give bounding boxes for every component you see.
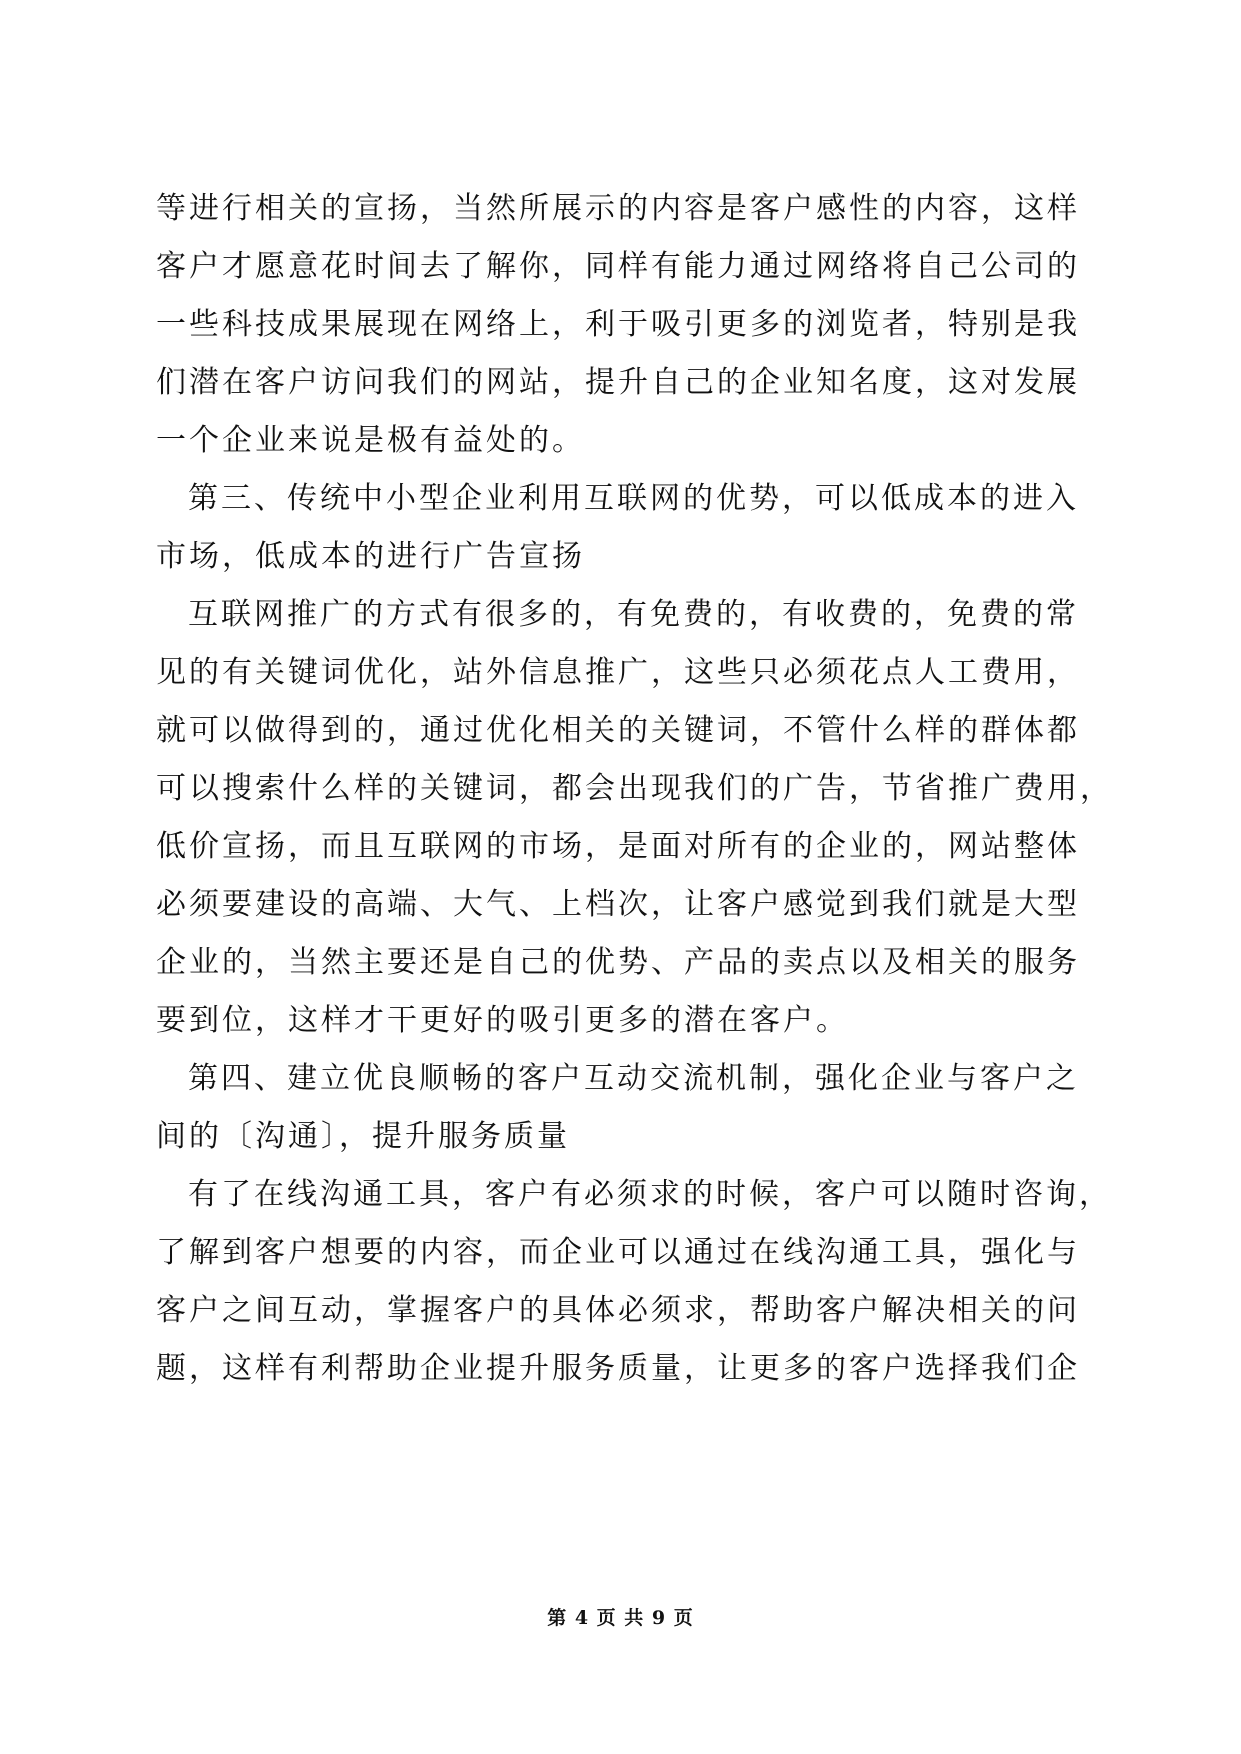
text-line: 要到位，这样才干更好的吸引更多的潜在客户。 xyxy=(156,1003,849,1038)
text-line: 们潜在客户访问我们的网站，提升自己的企业知名度，这对发展 xyxy=(156,365,1080,400)
text-line: 了解到客户想要的内容，而企业可以通过在线沟通工具，强化与 xyxy=(156,1235,1080,1270)
section-heading-line: 第三、传统中小型企业利用互联网的优势，可以低成本的进入 xyxy=(188,481,1079,516)
text-line: 就可以做得到的，通过优化相关的关键词，不管什么样的群体都 xyxy=(156,713,1080,748)
text-line: 客户之间互动，掌握客户的具体必须求，帮助客户解决相关的问 xyxy=(156,1293,1080,1328)
text-line: 可以搜索什么样的关键词，都会出现我们的广告，节省推广费用， xyxy=(156,771,1113,806)
text-line: 企业的，当然主要还是自己的优势、产品的卖点以及相关的服务 xyxy=(156,945,1080,980)
page-number: 第 4 页 共 9 页 xyxy=(547,1607,694,1629)
text-line: 题，这样有利帮助企业提升服务质量，让更多的客户选择我们企 xyxy=(156,1351,1080,1386)
text-line: 客户才愿意花时间去了解你，同样有能力通过网络将自己公司的 xyxy=(156,249,1080,284)
text-line: 低价宣扬，而且互联网的市场，是面对所有的企业的，网站整体 xyxy=(156,829,1080,864)
text-line: 有了在线沟通工具，客户有必须求的时候，客户可以随时咨询， xyxy=(188,1177,1112,1212)
section-heading-line: 市场，低成本的进行广告宣扬 xyxy=(156,539,585,574)
text-line: 一些科技成果展现在网络上，利于吸引更多的浏览者，特别是我 xyxy=(156,307,1080,342)
text-line: 见的有关键词优化，站外信息推广，这些只必须花点人工费用， xyxy=(156,655,1080,690)
section-heading-line: 间的〔沟通〕，提升服务质量 xyxy=(156,1119,570,1154)
text-line: 必须要建设的高端、大气、上档次，让客户感觉到我们就是大型 xyxy=(156,887,1080,922)
section-heading-line: 第四、建立优良顺畅的客户互动交流机制，强化企业与客户之 xyxy=(188,1061,1079,1096)
text-line: 等进行相关的宣扬，当然所展示的内容是客户感性的内容，这样 xyxy=(156,191,1080,226)
text-line: 互联网推广的方式有很多的，有免费的，有收费的，免费的常 xyxy=(188,597,1079,632)
text-line: 一个企业来说是极有益处的。 xyxy=(156,423,585,458)
